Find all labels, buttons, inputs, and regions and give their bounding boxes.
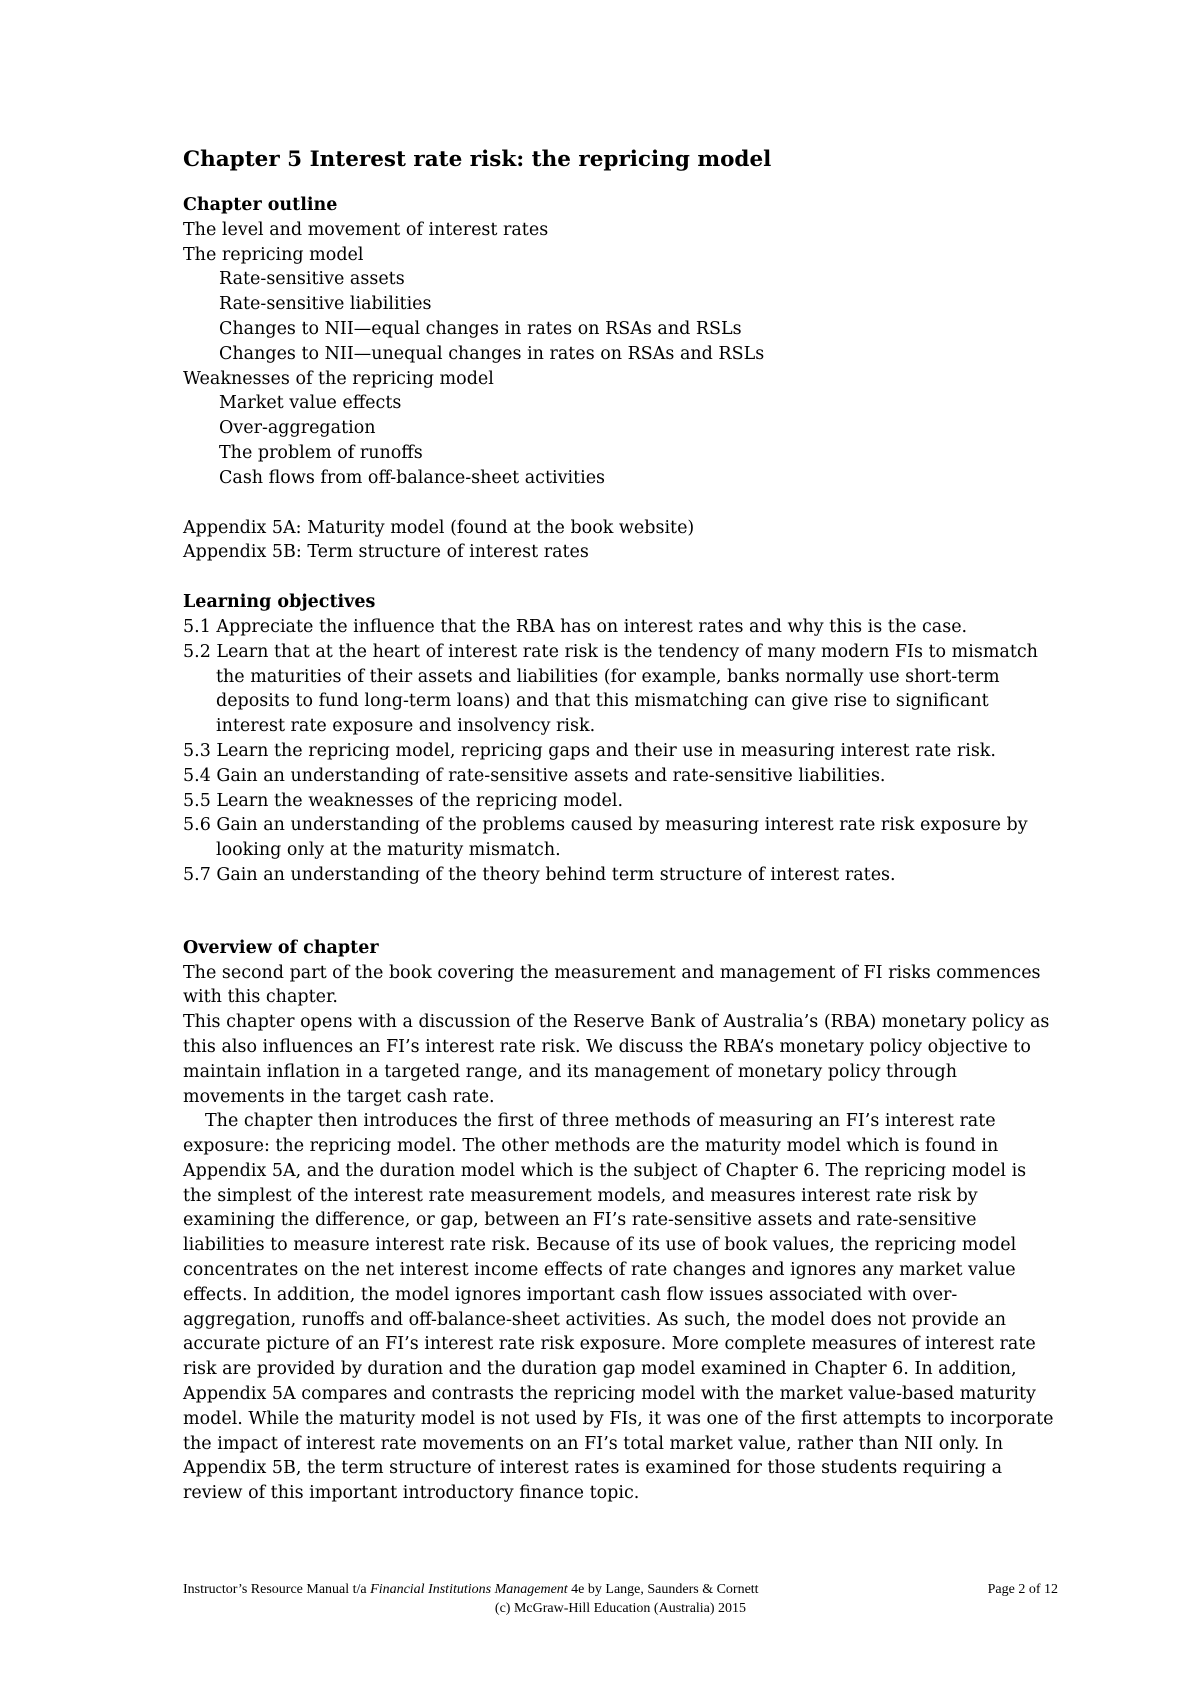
objective-item: 5.7 Gain an understanding of the theory behind term structure of interest rates. [183, 864, 896, 885]
overview-paragraph: The chapter then introduces the first of three methods of measuring an FI’s interest rate exposure: the repricing model. The other methods are the maturity model which is found in Appendix 5A, and the duration model which is the subject of Chapter 6. The repricing model is the simplest of the interest rate measurement models, and measures interest rate risk by examining the difference, or gap, between an FI’s rate-sensitive assets and rate-sensitive liabilities to measure interest rate risk. Because of its use of book values, the repricing model concentrates on the net interest income effects of rate changes and ignores any market value effects. In addition, the model ignores important cash flow issues associated with over-aggregation, runoffs and off-balance-sheet activities. As such, the model does not provide an accurate picture of an FI’s interest rate risk exposure. More complete measures of interest rate risk are provided by duration and the duration gap model examined in Chapter 6. In addition, Appendix 5A compares and contrasts the repricing model with the market value-based maturity model. While the maturity model is not used by FIs, it was one of the first attempts to incorporate the impact of interest rate movements on an FI’s total market value, rather than NII only. In Appendix 5B, the term structure of interest rates is examined for those students requiring a review of this important introductory finance topic. [183, 1111, 1054, 1504]
objective-item: 5.3 Learn the repricing model, repricing gaps and their use in measuring interest rate risk. [183, 740, 996, 761]
appendix-item: Appendix 5A: Maturity model (found at the book website) [183, 517, 695, 538]
outline-item: Rate-sensitive liabilities [219, 294, 432, 315]
objectives-heading: Learning objectives [183, 592, 376, 613]
footer-manual-prefix: Instructor’s Resource Manual t/a [183, 1582, 371, 1597]
objective-item: 5.1 Appreciate the influence that the RBA has on interest rates and why this is the case. [183, 616, 968, 637]
outline-item: Weaknesses of the repricing model [183, 368, 494, 389]
appendix-list [183, 516, 1058, 566]
footer-citation [183, 1582, 759, 1597]
outline-item: The level and movement of interest rates [183, 219, 549, 240]
outline-list [183, 218, 1058, 491]
footer-book-title: Financial Institutions Management [370, 1582, 568, 1597]
spacer [183, 565, 1058, 590]
overview-heading: Overview of chapter [183, 937, 379, 958]
outline-item: Rate-sensitive assets [219, 269, 405, 290]
page-footer [183, 1580, 1058, 1618]
spacer [183, 888, 1058, 936]
outline-item: Over-aggregation [219, 418, 376, 439]
spacer [183, 491, 1058, 516]
page-number: Page 2 of 12 [987, 1582, 1058, 1597]
outline-item: The problem of runoffs [219, 442, 423, 463]
objective-item: 5.2 Learn that at the heart of interest rate risk is the tendency of many modern FIs to mismatch the maturities of their assets and liabilities (for example, banks normally use short-term deposits to fund long-term loans) and that this mismatching can give rise to significant interest rate exposure and insolvency risk. [183, 641, 1038, 737]
footer-manual-suffix: 4e by Lange, Saunders & Cornett [567, 1582, 759, 1597]
outline-heading: Chapter outline [183, 195, 338, 215]
overview-paragraph: The second part of the book covering the measurement and management of FI risks commences with this chapter. [183, 962, 1041, 1008]
outline-item: Changes to NII—equal changes in rates on RSAs and RSLs [219, 318, 742, 339]
outline-item: Changes to NII—unequal changes in rates on RSAs and RSLs [219, 343, 765, 364]
objective-item: 5.6 Gain an understanding of the problems caused by measuring interest rate risk exposure by looking only at the maturity mismatch. [183, 815, 1028, 861]
appendix-item: Appendix 5B: Term structure of interest rates [183, 542, 589, 563]
overview-paragraph: This chapter opens with a discussion of the Reserve Bank of Australia’s (RBA) monetary policy as this also influences an FI’s interest rate risk. We discuss the RBA’s monetary policy objective to maintain inflation in a targeted range, and its management of monetary policy through movements in the target cash rate. [183, 1012, 1050, 1107]
document-page [183, 145, 1058, 1506]
footer-copyright: (c) McGraw-Hill Education (Australia) 2015 [494, 1601, 747, 1616]
objective-item: 5.5 Learn the weaknesses of the repricing model. [183, 790, 624, 811]
outline-item: Cash flows from off-balance-sheet activities [219, 467, 606, 488]
outline-item: The repricing model [183, 244, 364, 265]
objective-item: 5.4 Gain an understanding of rate-sensitive assets and rate-sensitive liabilities. [183, 765, 886, 786]
chapter-title: Chapter 5 Interest rate risk: the repricing model [183, 147, 772, 172]
objectives-list [183, 615, 1058, 888]
outline-item: Market value effects [219, 393, 402, 414]
